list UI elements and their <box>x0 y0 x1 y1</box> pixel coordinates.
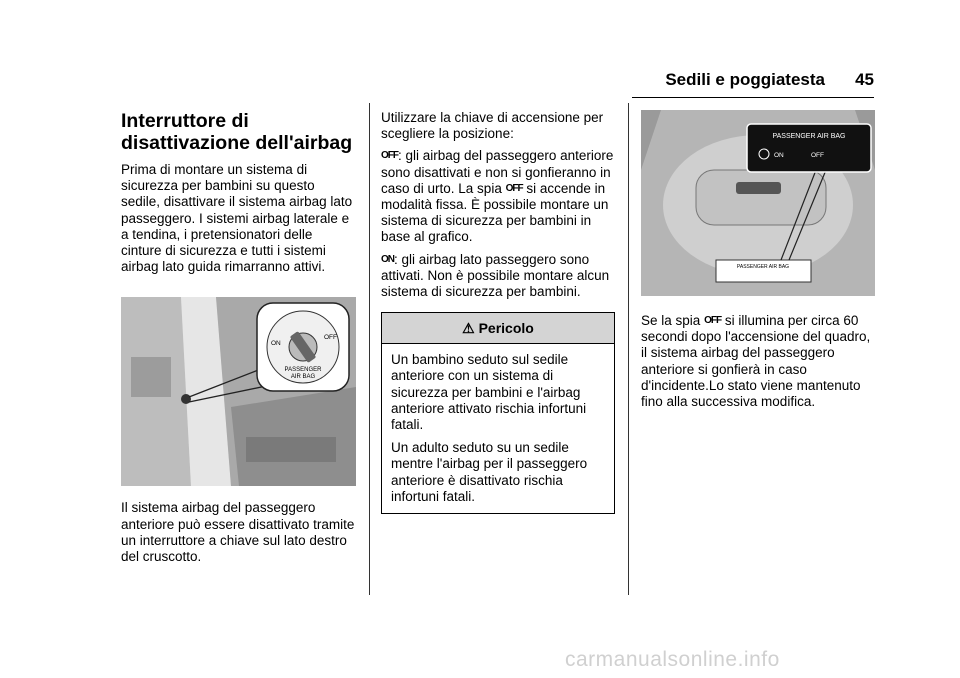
fig1-on-label: ON <box>271 340 281 348</box>
airbag-off-icon: OFF <box>704 315 722 326</box>
on-text: : gli airbag lato passeggero sono attivati. Non è possibile montare alcun sistema di sicurezza per bambini. <box>381 251 610 300</box>
warning-icon: ⚠ <box>462 320 475 337</box>
column-1 <box>121 110 356 565</box>
danger-header <box>382 313 614 344</box>
page-number: 45 <box>855 70 874 89</box>
figure-caption: Il sistema airbag del passeggero anteriore può essere disattivato tramite un interruttore a chiave sul lato destro del cruscotto. <box>121 500 355 565</box>
fig2-off-label: OFF <box>811 152 824 159</box>
fig1-label-line2: AIR BAG <box>290 374 316 381</box>
watermark: carmanualsonline.info <box>565 648 780 671</box>
column-3 <box>641 110 876 410</box>
positions-intro: Utilizzare la chiave di accensione per scegliere la posizione: <box>381 110 604 142</box>
dashboard-switch-figure <box>121 297 356 486</box>
page-header <box>0 70 960 100</box>
airbag-on-icon: ON <box>381 253 394 265</box>
intro-paragraph: Prima di montare un sistema di sicurezza per bambini su questo sedile, disattivare il sistema airbag lato passeggero. I sistemi airbag laterale e a tendina, i pretensionatori delle cinture di sicurezza e tutti i sistemi airbag lato guida rimarranno attivi. <box>121 162 353 275</box>
indicator-text-b: si illumina per circa 60 secondi dopo l'accensione del quadro, il sistema airbag del passeggero anteriore si gonfierà in caso d'incidente.Lo stato viene mantenuto fino alla successiva modifica. <box>641 313 871 410</box>
header-rule <box>632 97 874 98</box>
page-heading: Interruttore di disattivazione dell'airbag <box>121 110 353 154</box>
off-description <box>381 148 615 245</box>
airbag-off-icon: OFF <box>381 150 398 162</box>
off-text: : gli airbag del passeggero anteriore sono disattivati e non si gonfieranno in caso di urto. La spia <box>381 148 614 196</box>
section-title: Sedili e poggiatesta <box>665 70 825 89</box>
column-2 <box>381 110 615 514</box>
indicator-text-a: Se la spia <box>641 313 701 328</box>
on-description <box>381 252 615 301</box>
indicator-figure <box>641 110 875 296</box>
danger-paragraph-2: Un adulto seduto su un sedile mentre l'airbag per il passeggero anteriore è disattivato rischia infortuni fatali. <box>391 440 588 504</box>
off-text-2: si accende in modalità fissa. È possibile montare un sistema di sicurezza per bambini in base al grafico. <box>381 180 609 245</box>
airbag-off-icon: OFF <box>505 182 523 194</box>
fig2-title: PASSENGER AIR BAG <box>772 133 846 140</box>
column-divider-2 <box>628 103 629 595</box>
fig2-small-title: PASSENGER AIR BAG <box>736 264 790 270</box>
column-divider-1 <box>369 103 370 595</box>
fig1-label-line1: PASSENGER <box>284 367 322 374</box>
fig1-off-label: OFF <box>324 334 337 342</box>
fig2-on-label: ON <box>774 152 784 159</box>
danger-box <box>381 312 615 514</box>
danger-paragraph-1: Un bambino seduto sul sedile anteriore con un sistema di sicurezza per bambini e l'airbag anteriore attivato rischia infortuni fatali. <box>391 352 587 433</box>
indicator-paragraph <box>641 313 876 410</box>
danger-title: Pericolo <box>478 320 534 337</box>
